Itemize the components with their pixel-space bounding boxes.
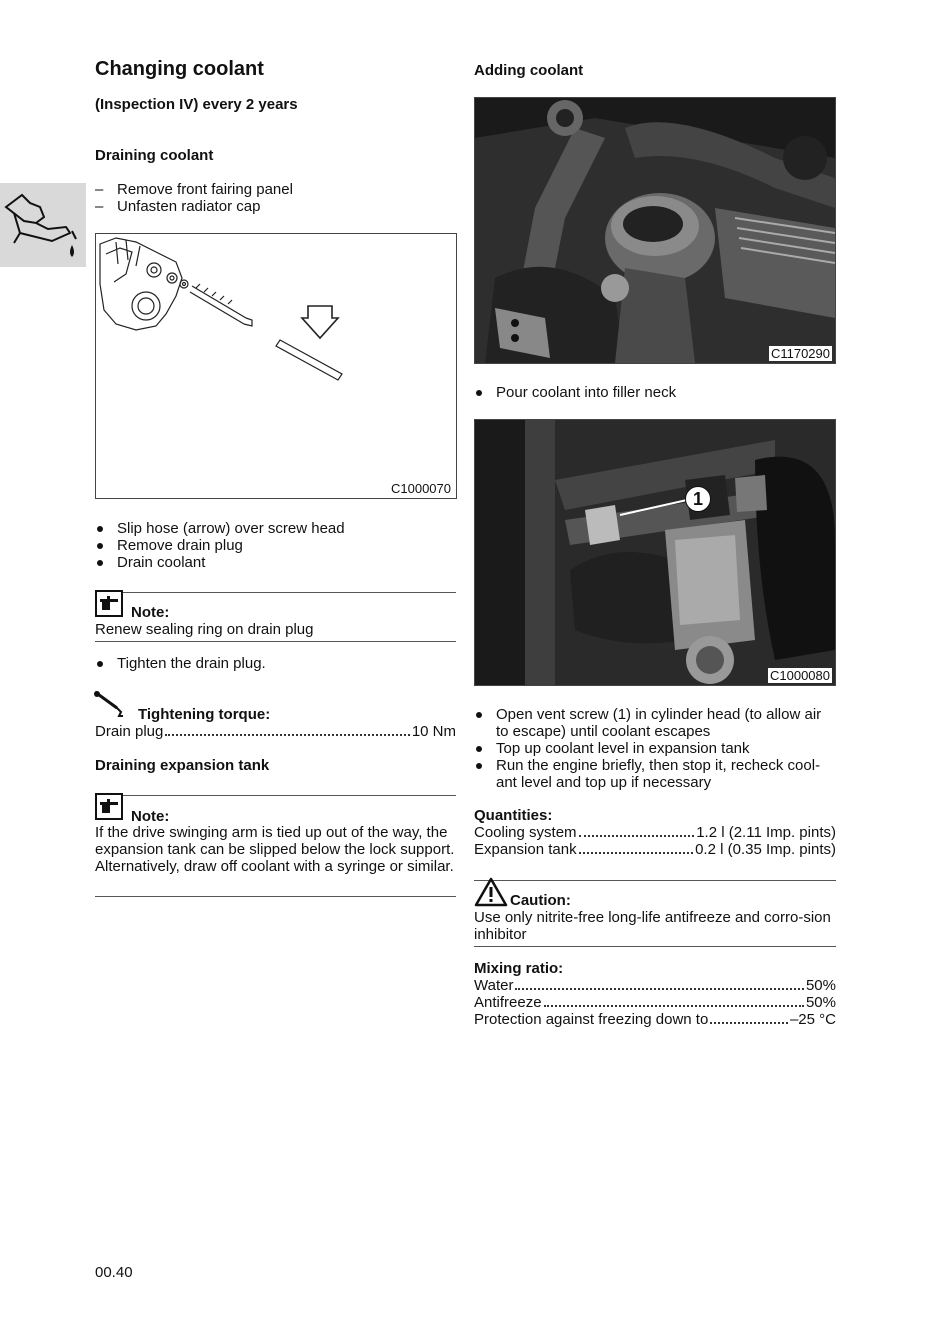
quantities-title: Quantities: <box>474 807 553 824</box>
list-item: Drain coolant <box>95 554 455 571</box>
note-title: Note: <box>131 808 170 825</box>
inspection-interval: (Inspection IV) every 2 years <box>95 96 298 113</box>
list-item: Open vent screw (1) in cylinder head (to allow air to escape) until coolant escapes <box>474 706 836 740</box>
adding-coolant-heading: Adding coolant <box>474 62 584 79</box>
list-item: Tighten the drain plug. <box>95 655 455 672</box>
list-item: Top up coolant level in expansion tank <box>474 740 836 757</box>
divider <box>474 946 836 947</box>
leader-dots <box>710 1022 788 1024</box>
warning-triangle-icon <box>474 877 508 907</box>
figure-code: C1170290 <box>770 346 830 361</box>
callout-marker: 1 <box>685 486 711 512</box>
leader-dots <box>515 988 804 990</box>
note-hand-icon <box>95 590 125 618</box>
expansion-tank-heading: Draining expansion tank <box>95 757 270 774</box>
divider <box>474 880 836 881</box>
list-item: – Remove front fairing panel <box>95 181 455 198</box>
torque-wrench-icon <box>93 690 129 718</box>
mixing-row <box>474 977 836 994</box>
vent-steps <box>474 706 836 791</box>
leader-dots <box>165 734 409 736</box>
note-text: If the drive swinging arm is tied up out of the way, the expansion tank can be slipped below the lock support. Alternatively, draw off coolant with a syringe or similar. <box>95 824 455 875</box>
spec-value: 50% <box>805 977 836 994</box>
torque-spec <box>95 723 456 740</box>
spec-value: 10 Nm <box>411 723 456 740</box>
list-item: Pour coolant into filler neck <box>474 384 836 401</box>
spec-label: Cooling system <box>474 824 577 841</box>
section-tab <box>0 183 86 267</box>
divider <box>95 592 456 593</box>
vent-screw-photo <box>475 420 835 685</box>
figure-code: C1000080 <box>770 668 830 683</box>
list-item: Run the engine briefly, then stop it, recheck cool-ant level and top up if necessary <box>474 757 836 791</box>
drain-plug-illustration <box>96 234 456 498</box>
tighten-steps <box>95 655 455 672</box>
note-title: Note: <box>131 604 170 621</box>
figure-code: C1000070 <box>391 481 451 496</box>
caution-text: Use only nitrite-free long-life antifreeze and corro-sion inhibitor <box>474 909 831 943</box>
quantity-row <box>474 841 836 858</box>
page-number: 00.40 <box>95 1264 133 1281</box>
divider <box>95 641 456 642</box>
filler-neck-photo <box>475 98 835 363</box>
page-title: Changing coolant <box>95 58 264 80</box>
draining-coolant-heading: Draining coolant <box>95 147 214 164</box>
note-text: Renew sealing ring on drain plug <box>95 621 314 638</box>
list-item: Remove drain plug <box>95 537 455 554</box>
leader-dots <box>544 1005 804 1007</box>
spec-value: 50% <box>805 994 836 1011</box>
pour-steps <box>474 384 836 401</box>
divider <box>95 795 456 796</box>
figure-drain-plug <box>95 233 457 499</box>
leader-dots <box>579 852 694 854</box>
list-item: Slip hose (arrow) over screw head <box>95 520 455 537</box>
maintenance-oil-can-icon <box>0 183 86 267</box>
torque-title: Tightening torque: <box>138 706 271 723</box>
spec-value: –25 °C <box>789 1011 836 1028</box>
leader-dots <box>579 835 695 837</box>
mixing-title: Mixing ratio: <box>474 960 564 977</box>
divider <box>95 896 456 897</box>
spec-value: 1.2 l (2.11 Imp. pints) <box>696 824 836 841</box>
drain-steps <box>95 520 455 571</box>
spec-label: Antifreeze <box>474 994 542 1011</box>
list-item: – Unfasten radiator cap <box>95 198 455 215</box>
mixing-row <box>474 1011 836 1028</box>
figure-vent-screw <box>474 419 836 686</box>
spec-label: Expansion tank <box>474 841 577 858</box>
spec-value: 0.2 l (0.35 Imp. pints) <box>695 841 836 858</box>
spec-label: Drain plug <box>95 723 164 740</box>
note-hand-icon <box>95 793 125 821</box>
spec-label: Water <box>474 977 514 994</box>
figure-filler-neck <box>474 97 836 364</box>
caution-title: Caution: <box>510 892 571 909</box>
spec-label: Protection against freezing down to <box>474 1011 709 1028</box>
preparation-steps <box>95 181 455 215</box>
quantity-row <box>474 824 836 841</box>
mixing-row <box>474 994 836 1011</box>
